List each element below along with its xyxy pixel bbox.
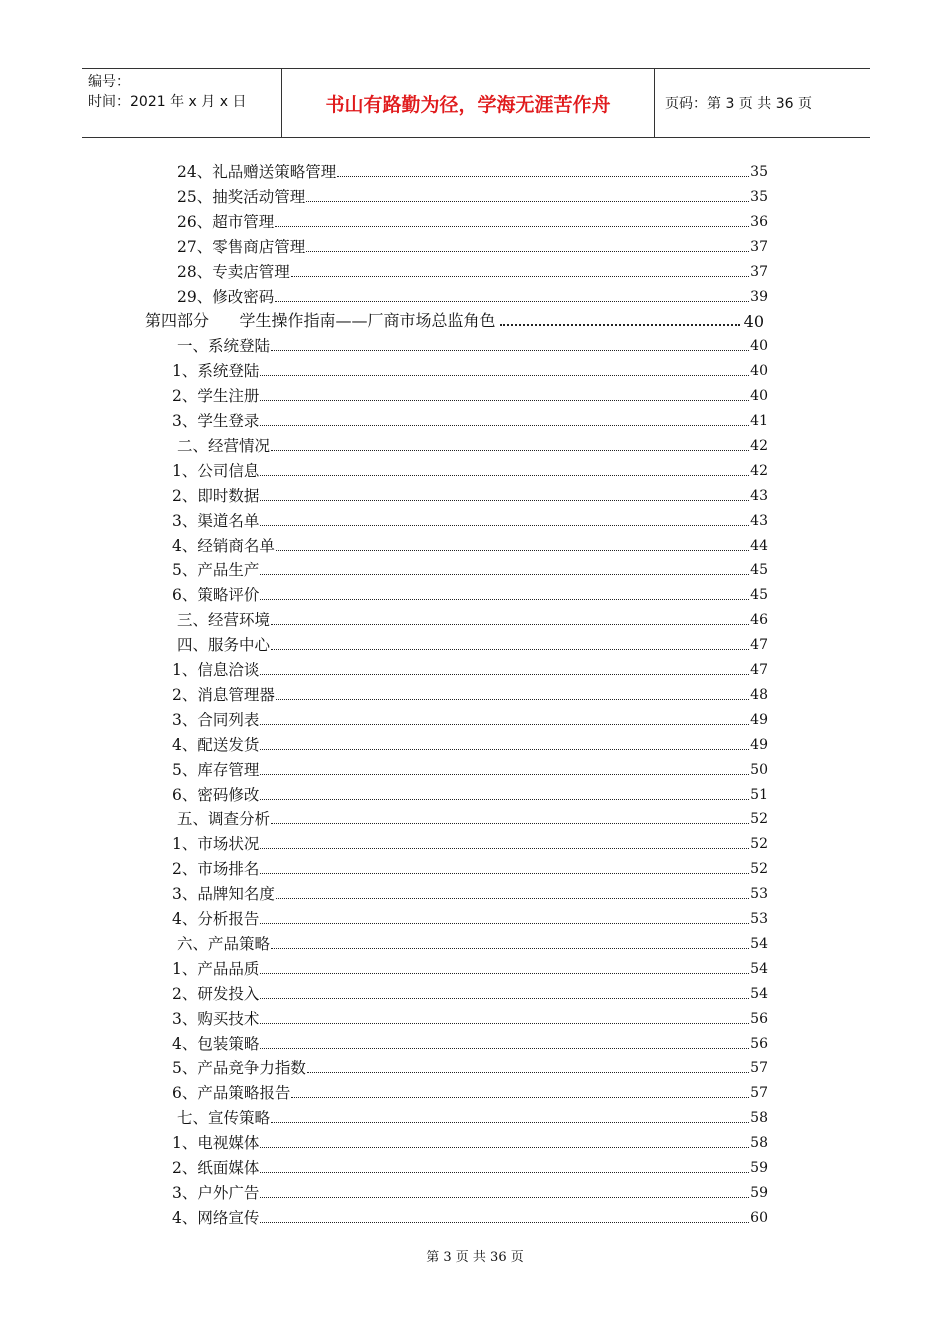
- toc-leader-dots: [500, 324, 740, 326]
- toc-entry[interactable]: [172, 484, 768, 506]
- toc-entry-label: 七、宣传策略: [177, 1109, 271, 1128]
- toc-entry-page: 47: [750, 662, 768, 678]
- toc-entry-page: 42: [750, 462, 768, 479]
- toc-entry-page: 56: [750, 1035, 768, 1052]
- toc-entry-label: 24、礼品赠送策略管理: [177, 163, 337, 181]
- toc-entry[interactable]: [177, 285, 768, 307]
- toc-leader-dots: [260, 1197, 749, 1198]
- toc-entry-label: 6、策略评价: [172, 586, 260, 605]
- toc-leader-dots: [275, 301, 749, 302]
- page-header: [82, 68, 870, 138]
- toc-leader-dots: [260, 500, 749, 501]
- toc-entry-page: 37: [750, 238, 768, 255]
- toc-part-label: 第四部分 学生操作指南——厂商市场总监角色: [145, 311, 496, 331]
- toc-leader-dots: [337, 176, 749, 177]
- toc-entry[interactable]: [172, 957, 768, 979]
- toc-entry-page: 50: [750, 761, 768, 778]
- toc-entry-label: 一、系统登陆: [177, 337, 271, 356]
- toc-entry-page: 57: [750, 1060, 768, 1077]
- toc-leader-dots: [271, 450, 749, 451]
- toc-entry[interactable]: [172, 882, 768, 904]
- toc-entry[interactable]: [172, 409, 768, 431]
- toc-entry-page: 39: [750, 288, 768, 305]
- toc-leader-dots: [271, 948, 749, 949]
- toc-entry[interactable]: [177, 210, 768, 232]
- toc-leader-dots: [260, 1147, 749, 1148]
- toc-entry-label: 3、户外广告: [172, 1183, 260, 1202]
- toc-entry[interactable]: [172, 1181, 768, 1203]
- toc-entry-label: 2、纸面媒体: [172, 1159, 260, 1177]
- toc-leader-dots: [260, 1048, 749, 1049]
- toc-entry[interactable]: [172, 733, 768, 755]
- toc-leader-dots: [260, 574, 749, 575]
- toc-entry[interactable]: [177, 633, 768, 655]
- toc-entry-label: 3、品牌知名度: [172, 885, 275, 904]
- toc-entry[interactable]: [172, 459, 768, 481]
- toc-entry[interactable]: [177, 608, 768, 630]
- toc-entry-page: 52: [750, 836, 768, 853]
- toc-entry[interactable]: [172, 982, 768, 1004]
- toc-entry[interactable]: [177, 434, 768, 456]
- toc-leader-dots: [260, 923, 749, 924]
- toc-entry-page: 49: [750, 711, 768, 728]
- page-footer: 第 3 页 共 36 页: [426, 1250, 524, 1265]
- toc-entry[interactable]: [172, 683, 768, 705]
- toc-entry-page: 47: [750, 637, 768, 654]
- toc-entry[interactable]: [172, 658, 768, 680]
- toc-entry-page: 35: [750, 188, 768, 205]
- toc-entry-page: 56: [750, 1010, 768, 1027]
- toc-entry-label: 26、超市管理: [177, 212, 275, 231]
- toc-leader-dots: [260, 998, 749, 999]
- toc-leader-dots: [260, 1222, 749, 1223]
- toc-entry[interactable]: [177, 235, 768, 257]
- toc-entry-page: 40: [750, 338, 768, 355]
- toc-entry-page: 54: [750, 935, 768, 952]
- toc-entry-page: 40: [750, 363, 768, 380]
- toc-entry[interactable]: [172, 583, 768, 605]
- toc-entry[interactable]: [172, 509, 768, 531]
- toc-leader-dots: [306, 251, 749, 252]
- toc-leader-dots: [260, 1023, 749, 1024]
- toc-entry-label: 2、即时数据: [172, 486, 260, 505]
- toc-entry-label: 1、产品品质: [172, 959, 260, 978]
- toc-entry-label: 1、市场状况: [172, 835, 260, 854]
- toc-entry-page: 42: [750, 437, 768, 454]
- toc-entry-page: 46: [750, 612, 768, 629]
- toc-entry[interactable]: [177, 1106, 768, 1128]
- toc-entry-page: 60: [750, 1209, 768, 1226]
- toc-leader-dots: [271, 1122, 749, 1123]
- toc-entry[interactable]: [172, 558, 768, 580]
- toc-leader-dots: [260, 400, 749, 401]
- toc-entry[interactable]: [177, 185, 768, 207]
- toc-entry-page: 43: [750, 512, 768, 529]
- toc-entry-page: 52: [750, 811, 768, 828]
- toc-leader-dots: [271, 624, 749, 625]
- toc-leader-dots: [260, 749, 749, 750]
- toc-leader-dots: [291, 276, 749, 277]
- toc-entry-page: 41: [750, 413, 768, 429]
- toc-entry-label: 29、修改密码: [177, 287, 275, 306]
- toc-entry-label: 1、信息洽谈: [172, 661, 260, 679]
- toc-entry-label: 28、专卖店管理: [177, 262, 290, 281]
- toc-entry-page: 37: [750, 263, 768, 280]
- toc-entry-page: 45: [750, 562, 768, 579]
- toc-entry[interactable]: [172, 534, 768, 556]
- toc-leader-dots: [260, 774, 749, 775]
- toc-entry-page: 44: [750, 537, 768, 554]
- toc-part-heading[interactable]: [145, 309, 764, 331]
- toc-entry-label: 3、合同列表: [172, 710, 260, 729]
- toc-leader-dots: [275, 226, 749, 227]
- toc-entry-page: 43: [750, 487, 768, 504]
- toc-entry-page: 59: [750, 1160, 768, 1176]
- toc-leader-dots: [260, 873, 749, 874]
- toc-entry[interactable]: [177, 334, 768, 356]
- toc-leader-dots: [260, 674, 749, 675]
- toc-entry-page: 53: [750, 886, 768, 903]
- toc-entry-label: 四、服务中心: [177, 636, 271, 655]
- toc-entry-page: 59: [750, 1184, 768, 1201]
- toc-entry[interactable]: [172, 384, 768, 406]
- doc-time-label: 时间：2021 年 x 月 x 日: [88, 94, 247, 110]
- toc-entry-page: 52: [750, 861, 768, 878]
- toc-entry-label: 4、配送发货: [172, 735, 260, 754]
- toc-leader-dots: [306, 201, 749, 202]
- toc-entry[interactable]: [172, 857, 768, 879]
- toc-leader-dots: [260, 525, 749, 526]
- toc-entry[interactable]: [172, 832, 768, 854]
- toc-entry[interactable]: [172, 1156, 768, 1178]
- toc-entry[interactable]: [172, 1206, 768, 1228]
- toc-entry-page: 45: [750, 587, 768, 604]
- header-motto: 书山有路勤为径，学海无涯苦作舟: [282, 69, 655, 137]
- toc-entry-label: 25、抽奖活动管理: [177, 187, 306, 206]
- toc-leader-dots: [271, 350, 749, 351]
- toc-leader-dots: [260, 425, 749, 426]
- toc-entry-label: 3、学生登录: [172, 412, 260, 430]
- toc-entry[interactable]: [172, 1056, 768, 1078]
- toc-entry-page: 54: [750, 985, 768, 1002]
- header-meta: [82, 69, 282, 137]
- toc-entry-page: 40: [750, 388, 768, 405]
- toc-leader-dots: [276, 550, 749, 551]
- toc-entry[interactable]: [172, 1007, 768, 1029]
- toc-entry-label: 4、包装策略: [172, 1034, 260, 1053]
- toc-leader-dots: [260, 973, 749, 974]
- toc-entry[interactable]: [177, 260, 768, 282]
- toc-entry-page: 58: [750, 1135, 768, 1152]
- toc-entry[interactable]: [172, 1032, 768, 1054]
- toc-entry-page: 57: [750, 1085, 768, 1102]
- toc-entry-label: 4、经销商名单: [172, 536, 275, 555]
- toc-entry-label: 4、分析报告: [172, 910, 260, 928]
- toc-entry-label: 5、库存管理: [172, 760, 260, 779]
- toc-entry[interactable]: [172, 783, 768, 805]
- toc-entry-label: 1、电视媒体: [172, 1134, 260, 1153]
- toc-entry-label: 2、消息管理器: [172, 685, 275, 704]
- toc-entry-label: 6、产品策略报告: [172, 1084, 291, 1103]
- toc-leader-dots: [260, 375, 749, 376]
- header-page-info: 页码：第 3 页 共 36 页: [665, 96, 812, 112]
- toc-leader-dots: [260, 599, 749, 600]
- toc-leader-dots: [260, 475, 749, 476]
- toc-entry[interactable]: [172, 758, 768, 780]
- toc-entry-label: 五、调查分析: [177, 810, 271, 829]
- toc-entry-label: 2、市场排名: [172, 860, 260, 879]
- toc-entry[interactable]: [177, 932, 768, 954]
- toc-entry-label: 二、经营情况: [177, 436, 271, 455]
- toc-entry-label: 六、产品策略: [177, 934, 271, 953]
- toc-part-page: 40: [743, 312, 764, 332]
- toc-leader-dots: [260, 724, 749, 725]
- toc-entry-page: 54: [750, 960, 768, 977]
- toc-entry-label: 三、经营环境: [177, 611, 271, 630]
- toc-entry-label: 3、购买技术: [172, 1009, 260, 1028]
- toc-entry[interactable]: [172, 1131, 768, 1153]
- toc-entry-label: 4、网络宣传: [172, 1208, 260, 1227]
- toc-entry-label: 2、学生注册: [172, 387, 260, 406]
- toc-entry[interactable]: [177, 807, 768, 829]
- toc-entry-label: 6、密码修改: [172, 785, 260, 804]
- toc-leader-dots: [260, 799, 749, 800]
- toc-leader-dots: [291, 1097, 749, 1098]
- toc-leader-dots: [260, 848, 749, 849]
- toc-entry-label: 5、产品生产: [172, 561, 260, 580]
- toc-entry-label: 2、研发投入: [172, 984, 260, 1003]
- toc-leader-dots: [307, 1072, 749, 1073]
- toc-leader-dots: [276, 699, 749, 700]
- toc-entry[interactable]: [172, 907, 768, 929]
- toc-entry-label: 27、零售商店管理: [177, 237, 306, 256]
- toc-entry-page: 53: [750, 911, 768, 927]
- toc-entry-label: 5、产品竞争力指数: [172, 1059, 306, 1078]
- toc-entry[interactable]: [177, 160, 768, 182]
- toc-leader-dots: [271, 823, 749, 824]
- toc-entry[interactable]: [172, 359, 768, 381]
- toc-entry-page: 36: [750, 213, 768, 230]
- toc-entry-page: 51: [750, 786, 768, 803]
- toc-entry-page: 35: [750, 164, 768, 180]
- doc-number-label: 编号：: [88, 74, 130, 90]
- toc-entry-label: 3、渠道名单: [172, 511, 260, 530]
- toc-leader-dots: [271, 649, 749, 650]
- toc-entry-label: 1、公司信息: [172, 461, 260, 480]
- toc-leader-dots: [260, 1172, 749, 1173]
- toc-entry-label: 1、系统登陆: [172, 362, 260, 381]
- toc-entry-page: 49: [750, 736, 768, 753]
- toc-entry[interactable]: [172, 1081, 768, 1103]
- toc-entry[interactable]: [172, 708, 768, 730]
- toc-leader-dots: [276, 898, 749, 899]
- toc-entry-page: 58: [750, 1110, 768, 1127]
- toc-entry-page: 48: [750, 686, 768, 703]
